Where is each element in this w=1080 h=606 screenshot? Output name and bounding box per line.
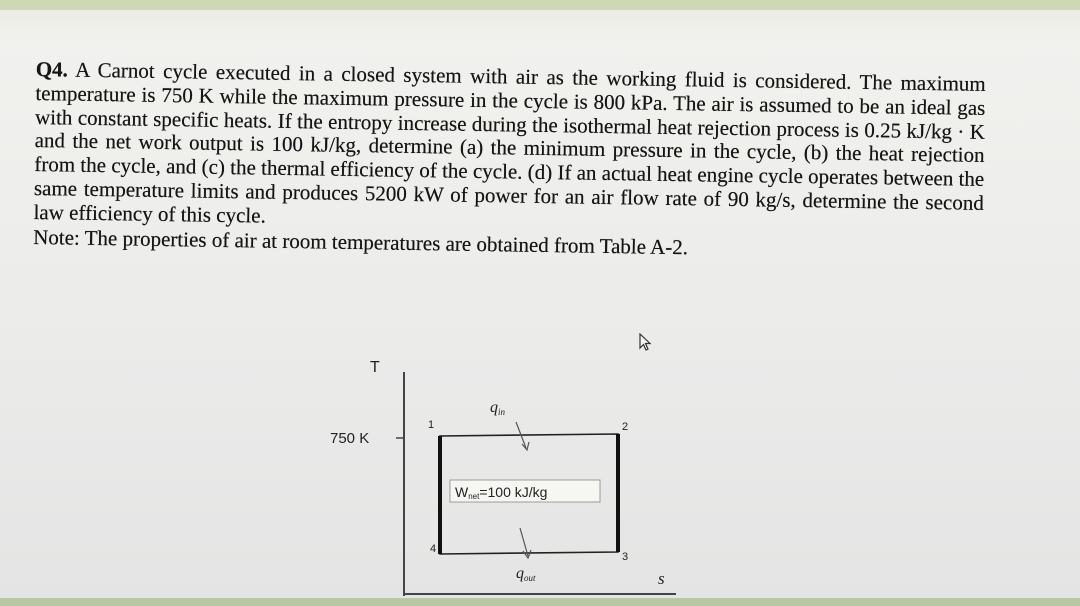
- problem-statement: [33, 58, 986, 264]
- question-text: A Carnot cycle executed in a closed system with air as the working fluid is considered. The maximum temperature is 750 K while the maximum pressure in the cycle is 800 kPa. The air is assumed to be an ideal gas with constant specific heats. If the entropy increase during the isothermal heat rejection process is 0.25 kJ/kg · K and the net work output is 100 kJ/kg, determine (a) the minimum pressure in the cycle, (b) the heat rejection from the cycle, and (c) the thermal efficiency of the cycle. (d) If an actual heat engine cycle operates between the same temperature limits and produces 5200 kW of power for an air flow rate of 90 kg/s, determine the second law efficiency of this cycle.: [33, 57, 986, 228]
- note-text: Note: The properties of air at room temperatures are obtained from Table A-2.: [33, 224, 689, 259]
- q-in-label: qin: [490, 399, 506, 417]
- s-axis-label: s: [658, 569, 665, 588]
- bottom-band: [0, 598, 1080, 606]
- q-out-label: qout: [516, 565, 536, 583]
- question-label: Q4.: [35, 57, 69, 82]
- ts-diagram: [300, 340, 700, 600]
- state-4-label: 4: [430, 543, 437, 555]
- w-net-label: Wnet=100 kJ/kg: [455, 484, 548, 501]
- state-3-label: 3: [622, 551, 629, 563]
- top-band: [0, 0, 1080, 10]
- state-1-label: 1: [428, 419, 435, 431]
- state-2-label: 2: [622, 421, 629, 433]
- t-axis-label: T: [370, 359, 380, 376]
- temperature-tick-label: 750 K: [330, 430, 370, 447]
